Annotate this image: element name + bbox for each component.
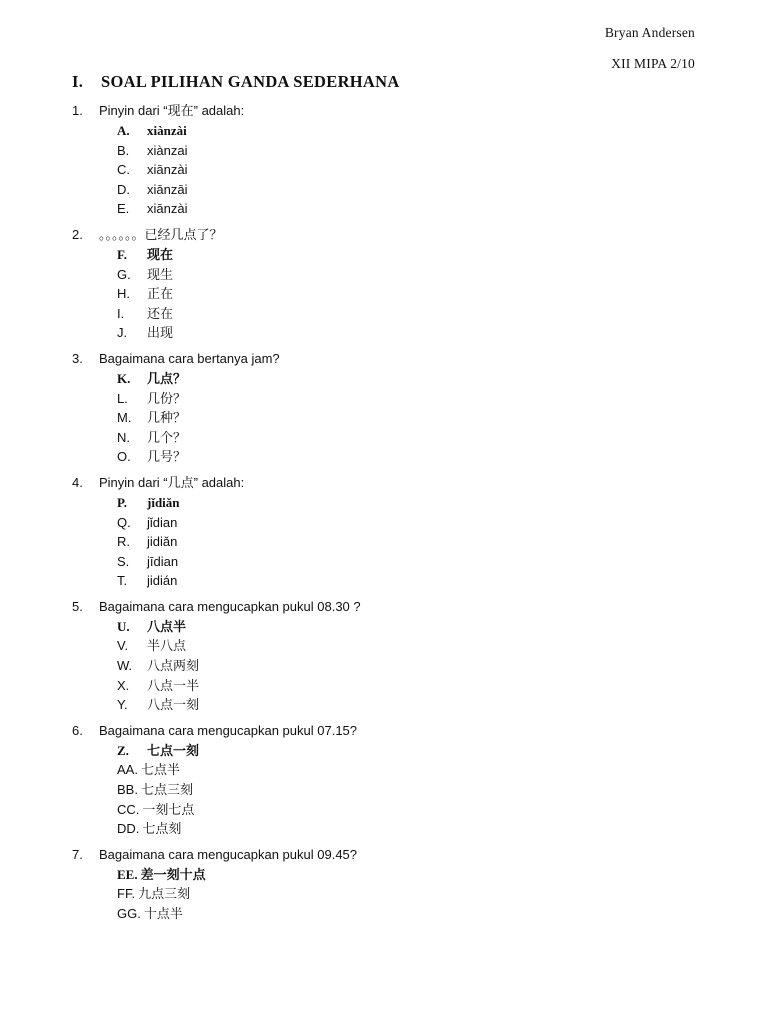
option-letter: CC. xyxy=(117,801,140,817)
option-text: 七点一刻 xyxy=(147,742,200,758)
option-letter: O. xyxy=(117,449,131,465)
option-letter: J. xyxy=(117,325,128,341)
option-correct xyxy=(117,741,712,761)
option xyxy=(117,141,712,161)
option xyxy=(117,676,712,696)
option-letter: FF. xyxy=(117,886,136,902)
option-letter: E. xyxy=(117,201,130,217)
question-header xyxy=(72,598,712,615)
option-correct xyxy=(117,245,712,265)
option-letter: U. xyxy=(117,618,130,634)
spacer xyxy=(72,343,712,350)
option xyxy=(117,180,712,200)
option-letter: GG. xyxy=(117,906,141,921)
option-text: 几个？ xyxy=(147,429,187,445)
option-letter: P. xyxy=(117,494,127,510)
option-letter: A. xyxy=(117,123,130,138)
question-5 xyxy=(72,598,712,715)
option-text: xiànzài xyxy=(147,123,187,138)
option xyxy=(117,160,712,180)
spacer xyxy=(72,591,712,598)
spacer xyxy=(72,839,712,846)
question-header xyxy=(72,474,712,491)
option-text: 现在 xyxy=(147,246,174,262)
option-letter: T. xyxy=(117,573,128,589)
option-text: jǐdian xyxy=(147,514,178,530)
option-list xyxy=(117,493,712,591)
option xyxy=(117,532,712,552)
option-text: jidiǎn xyxy=(147,534,178,550)
question-number: 3. xyxy=(72,350,83,366)
option-text: xiànzai xyxy=(147,142,188,158)
section-title-text: SOAL PILIHAN GANDA SEDERHANA xyxy=(101,72,400,91)
option xyxy=(117,389,712,409)
question-number: 5. xyxy=(72,598,83,614)
option-letter: X. xyxy=(117,677,130,693)
option-text: 出现 xyxy=(147,325,174,341)
question-text: Pinyin dari “几点” adalah: xyxy=(99,474,245,490)
option-letter: N. xyxy=(117,429,130,445)
question-3 xyxy=(72,350,712,467)
option-letter: L. xyxy=(117,390,128,406)
question-header xyxy=(72,102,712,119)
option-text: 七点半 xyxy=(140,762,180,778)
option-text: 半八点 xyxy=(147,638,187,654)
option xyxy=(117,800,712,820)
student-class: XII MIPA 2/10 xyxy=(611,56,695,71)
option xyxy=(117,904,712,924)
option-list xyxy=(117,865,712,924)
question-header xyxy=(72,722,712,739)
option xyxy=(117,265,712,285)
option-letter: F. xyxy=(117,246,127,262)
option-letter: V. xyxy=(117,638,129,654)
option-text: 几份？ xyxy=(147,390,187,406)
option-correct xyxy=(117,617,712,637)
option xyxy=(117,284,712,304)
option-letter: G. xyxy=(117,266,131,282)
question-7 xyxy=(72,846,712,924)
option-text: 八点两刻 xyxy=(147,658,200,674)
option-correct xyxy=(117,865,712,885)
option-text: 几号？ xyxy=(147,449,187,465)
option-letter: I. xyxy=(117,305,125,321)
spacer xyxy=(72,219,712,226)
spacer xyxy=(72,467,712,474)
option xyxy=(117,447,712,467)
option xyxy=(117,304,712,324)
option xyxy=(117,760,712,780)
option-text: 八点一半 xyxy=(147,677,200,693)
option xyxy=(117,199,712,219)
option-letter: K. xyxy=(117,370,131,386)
option-text: 现生 xyxy=(147,266,174,282)
option-text: jīdian xyxy=(147,553,179,569)
option-text: 八点一刻 xyxy=(147,697,200,713)
option-letter: C. xyxy=(117,162,130,178)
option xyxy=(117,323,712,343)
option xyxy=(117,636,712,656)
option-list xyxy=(117,617,712,715)
option-text: 七点刻 xyxy=(142,821,182,837)
option xyxy=(117,695,712,715)
option-letter: Y. xyxy=(117,697,128,713)
option-letter: S. xyxy=(117,553,130,569)
option-text: 差一刻十点 xyxy=(140,866,206,882)
spacer xyxy=(72,715,712,722)
option-letter: R. xyxy=(117,534,130,550)
option-letter: Z. xyxy=(117,742,129,758)
question-text: 。。。。。。已经几点了？ xyxy=(99,226,223,242)
option-text: 几点？ xyxy=(147,370,187,386)
option-text: 还在 xyxy=(147,305,174,321)
option-letter: EE. xyxy=(117,866,138,882)
option-text: xiānzài xyxy=(147,201,188,217)
option-text: xiānzài xyxy=(147,162,188,178)
option-letter: BB. xyxy=(117,782,138,798)
question-text: Bagaimana cara mengucapkan pukul 07.15? xyxy=(99,722,358,738)
option xyxy=(117,819,712,839)
option xyxy=(117,408,712,428)
option xyxy=(117,552,712,572)
question-number: 2. xyxy=(72,226,83,242)
option-list xyxy=(117,121,712,219)
question-number: 6. xyxy=(72,722,83,738)
question-text: Bagaimana cara mengucapkan pukul 09.45? xyxy=(99,846,358,862)
question-header xyxy=(72,846,712,863)
option-text: 正在 xyxy=(147,286,174,302)
option-correct xyxy=(117,369,712,389)
option-list xyxy=(117,369,712,467)
option xyxy=(117,884,712,904)
option-letter: W. xyxy=(117,658,133,674)
option-correct xyxy=(117,121,712,141)
option-letter: Q. xyxy=(117,514,131,530)
option-letter: M. xyxy=(117,410,132,426)
question-1 xyxy=(72,102,712,219)
option-letter: B. xyxy=(117,142,130,158)
option xyxy=(117,513,712,533)
option-text: jǐdiǎn xyxy=(147,494,180,510)
option-letter: D. xyxy=(117,181,130,197)
question-text: Bagaimana cara mengucapkan pukul 08.30 ? xyxy=(99,598,361,614)
question-6 xyxy=(72,722,712,839)
option-letter: H. xyxy=(117,286,130,302)
option-letter: AA. xyxy=(117,762,138,778)
section-number: I. xyxy=(72,72,84,91)
question-header xyxy=(72,350,712,367)
option-text: 七点三刻 xyxy=(140,782,193,798)
section-title xyxy=(72,72,400,92)
question-number: 7. xyxy=(72,846,83,862)
option-list xyxy=(117,245,712,343)
option-letter: DD. xyxy=(117,821,140,837)
option-text: xiānzāi xyxy=(147,181,188,197)
option xyxy=(117,428,712,448)
question-header xyxy=(72,226,712,243)
question-number: 4. xyxy=(72,474,83,490)
option-text: 九点三刻 xyxy=(138,886,191,902)
question-list xyxy=(72,102,712,924)
option-text: 八点半 xyxy=(147,618,187,634)
option-text: 几种？ xyxy=(147,410,187,426)
option-text: 一刻七点 xyxy=(142,801,195,817)
question-4 xyxy=(72,474,712,591)
option xyxy=(117,571,712,591)
question-text: Bagaimana cara bertanya jam? xyxy=(99,350,280,366)
question-text: Pinyin dari “现在” adalah: xyxy=(99,103,245,118)
option-correct xyxy=(117,493,712,513)
option-text: jidián xyxy=(147,573,178,589)
option-list xyxy=(117,741,712,839)
student-name: Bryan Andersen xyxy=(604,25,695,40)
question-2 xyxy=(72,226,712,343)
option xyxy=(117,780,712,800)
question-number: 1. xyxy=(72,103,83,118)
option xyxy=(117,656,712,676)
option-text: 十点半 xyxy=(143,906,183,921)
